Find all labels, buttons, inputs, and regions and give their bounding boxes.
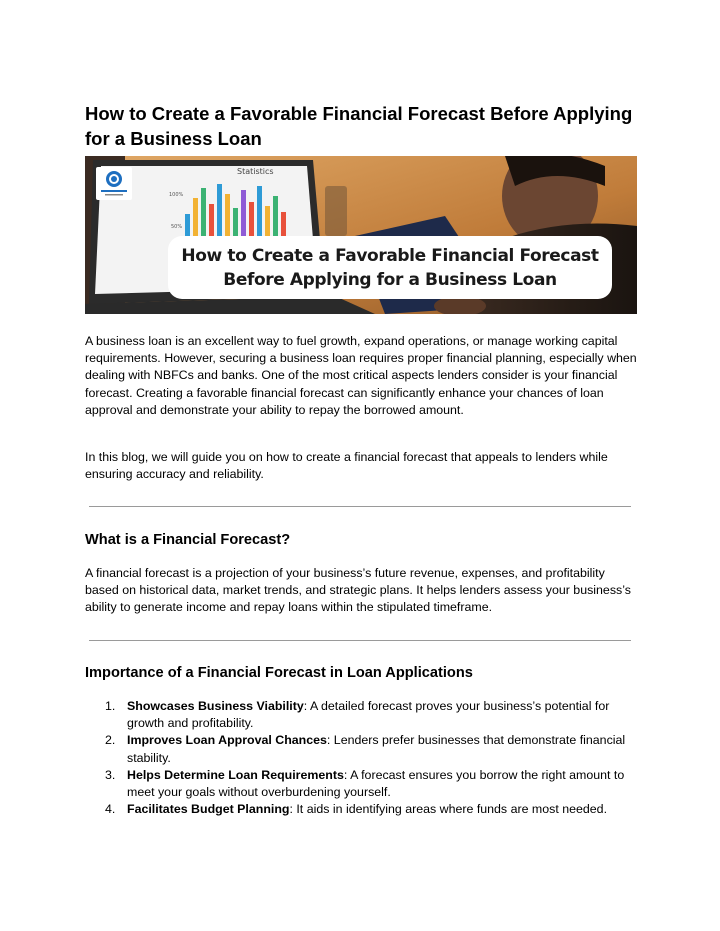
list-item-text: : A detailed forecast proves your business’s potential for growth and profitability. [127, 699, 610, 731]
hero-caption [168, 236, 612, 299]
list-item-title: Helps Determine Loan Requirements [127, 767, 344, 782]
list-item-title: Showcases Business Viability [127, 699, 304, 713]
list-item [85, 732, 637, 766]
list-item-title: Facilitates Budget Planning [127, 802, 290, 817]
axis-label-mid: 50% [171, 224, 183, 230]
list-number: 4. [105, 802, 116, 817]
list-item [85, 767, 637, 801]
list-number: 2. [105, 733, 116, 748]
list-item [85, 698, 637, 732]
list-item [85, 801, 637, 818]
list-item-title: Improves Loan Approval Chances [127, 733, 327, 748]
company-logo [96, 167, 132, 200]
hero-caption-line-1: How to Create a Favorable Financial Forecast [181, 245, 599, 266]
list-item-text: : A forecast ensures you borrow the right amount to meet your goals without overburdening yourself. [127, 767, 625, 800]
list-number: 1. [105, 699, 116, 713]
axis-label-top: 100% [169, 192, 184, 198]
intro-paragraph-1: A business loan is an excellent way to fuel growth, expand operations, or manage working capital requirements. However, securing a business loan requires proper financial planning, especially when dealing with NBFCs and banks. One of the most critical aspects lenders consider is your financial forecast. Creating a favorable financial forecast can significantly enhance your chances of loan approval and demonstrate your ability to repay the borrowed amount. [85, 334, 637, 417]
section-heading-importance: Importance of a Financial Forecast in Loan Applications [85, 665, 473, 681]
list-number: 3. [105, 767, 116, 782]
horizontal-rule [89, 640, 631, 641]
section-heading-financial-forecast: What is a Financial Forecast? [85, 532, 291, 548]
document-title: How to Create a Favorable Financial Forecast Before Applying for a Business Loan [85, 103, 633, 149]
horizontal-rule [89, 506, 631, 507]
intro-paragraph-2: In this blog, we will guide you on how to create a financial forecast that appeals to lenders while ensuring accuracy and reliability. [85, 450, 608, 482]
list-item-text: : Lenders prefer businesses that demonstrate financial stability. [127, 733, 626, 765]
importance-list [85, 698, 637, 818]
list-item-text: : It aids in identifying areas where funds are most needed. [289, 802, 608, 817]
section-paragraph-financial-forecast: A financial forecast is a projection of your business’s future revenue, expenses, and profitability based on historical data, market trends, and strategic plans. It helps lenders assess your business’s ability to generate income and repay loans within the stipulated timeframe. [85, 566, 631, 615]
screen-label: Statistics [237, 167, 274, 176]
hero-caption-line-2: Before Applying for a Business Loan [223, 269, 557, 290]
